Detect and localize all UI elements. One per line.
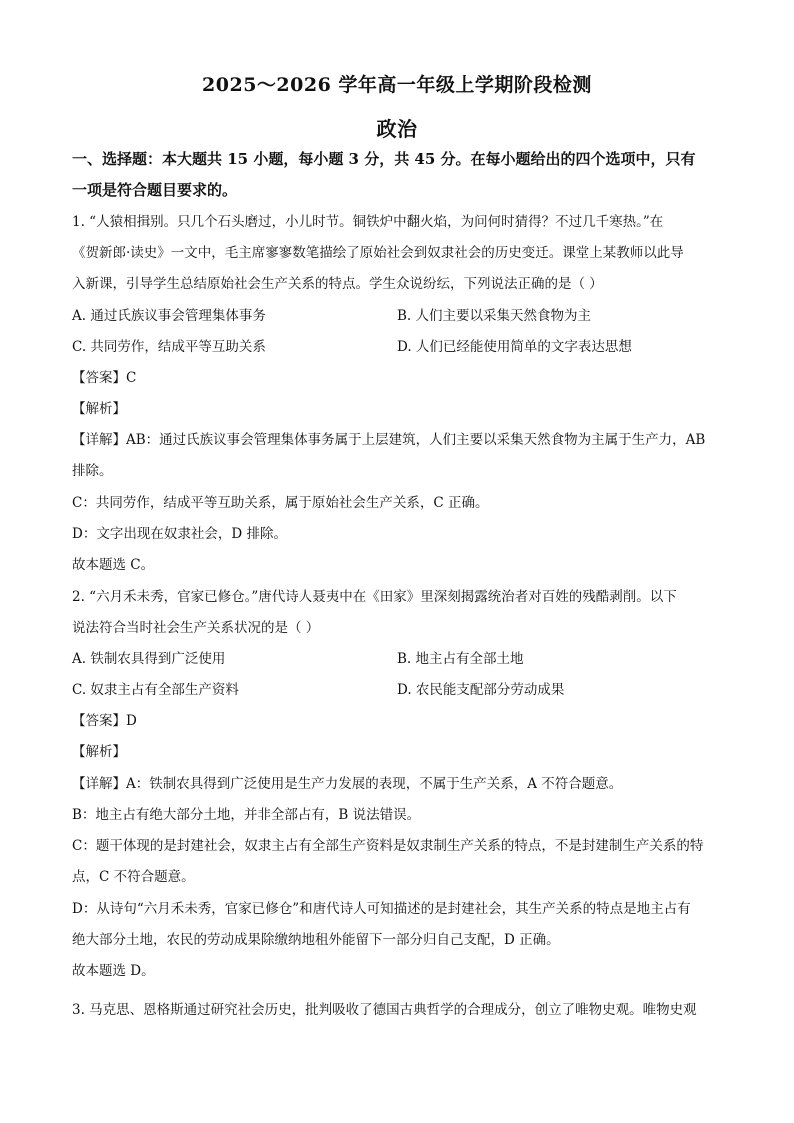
- q1-stem-line: 入新课，引导学生总结原始社会生产关系的特点。学生众说纷纭，下列说法正确的是（ ）: [72, 276, 603, 292]
- q1-option-c: C. 共同劳作，结成平等互助关系: [72, 339, 266, 355]
- q2-detail-line: 故本题选 D。: [72, 963, 155, 979]
- q1-option-d: D. 人们已经能使用简单的文字表达思想: [397, 339, 632, 355]
- q2-detail-line: C：题干体现的是封建社会，奴隶主占有全部生产资料是奴隶制生产关系的特点，不是封建制生产关系的特: [72, 838, 704, 854]
- q2-stem-line: 2. “六月禾未秀，官家已修仓。”唐代诗人聂夷中在《田家》里深刻揭露统治者对百姓的残酷剥削。以下: [72, 589, 677, 605]
- q2-detail-line: B：地主占有绝大部分土地，并非全部占有，B 说法错误。: [72, 807, 421, 823]
- q2-detail-line: 点，C 不符合题意。: [72, 869, 195, 885]
- subject-title: 政治: [376, 117, 418, 141]
- q1-stem-line: 《贺新郎·读史》一文中，毛主席寥寥数笔描绘了原始社会到奴隶社会的历史变迁。课堂上某教师以此导: [72, 245, 684, 261]
- q1-answer: 【答案】C: [72, 370, 137, 386]
- q2-option-b: B. 地主占有全部土地: [397, 651, 524, 667]
- section-instructions-line2: 一项是符合题目要求的。: [72, 181, 238, 199]
- q2-detail-line: D：从诗句“六月禾未秀，官家已修仓”和唐代诗人可知描述的是封建社会，其生产关系的特点是地主占有: [72, 901, 691, 917]
- exam-title: 2025～2026 学年高一年级上学期阶段检测: [202, 74, 592, 96]
- q2-option-c: C. 奴隶主占有全部生产资料: [72, 682, 239, 698]
- q2-detail-line: 【详解】A：铁制农具得到广泛使用是生产力发展的表现，不属于生产关系，A 不符合题意。: [72, 776, 623, 792]
- q1-detail-line: 故本题选 C。: [72, 557, 155, 573]
- q1-detail-line: C：共同劳作，结成平等互助关系，属于原始社会生产关系，C 正确。: [72, 495, 489, 511]
- q2-stem-line: 说法符合当时社会生产关系状况的是（ ）: [72, 620, 320, 636]
- q2-answer: 【答案】D: [72, 713, 137, 729]
- q1-detail-line: 排除。: [72, 463, 113, 479]
- q1-option-a: A. 通过氏族议事会管理集体事务: [72, 308, 266, 324]
- q1-detail-line: D：文字出现在奴隶社会，D 排除。: [72, 526, 287, 542]
- q2-analysis-label: 【解析】: [72, 744, 126, 760]
- q2-option-a: A. 铁制农具得到广泛使用: [72, 651, 226, 667]
- q2-option-d: D. 农民能支配部分劳动成果: [397, 682, 565, 698]
- q3-stem-line: 3. 马克思、恩格斯通过研究社会历史，批判吸收了德国古典哲学的合理成分，创立了唯物史观。唯物史观: [72, 1002, 697, 1018]
- q1-stem-line: 1. “人猿相揖别。只几个石头磨过，小儿时节。铜铁炉中翻火焰，为问何时猜得？不过几千寒热。”在: [72, 214, 664, 230]
- section-instructions-line1: 一、选择题：本大题共 15 小题，每小题 3 分，共 45 分。在每小题给出的四个选项中，只有: [72, 150, 696, 168]
- q1-detail-line: 【详解】AB：通过氏族议事会管理集体事务属于上层建筑，人们主要以采集天然食物为主属于生产力，AB: [72, 432, 706, 448]
- q1-option-b: B. 人们主要以采集天然食物为主: [397, 308, 592, 324]
- q2-detail-line: 绝大部分土地，农民的劳动成果除缴纳地租外能留下一部分归自己支配，D 正确。: [72, 932, 560, 948]
- q1-analysis-label: 【解析】: [72, 401, 126, 417]
